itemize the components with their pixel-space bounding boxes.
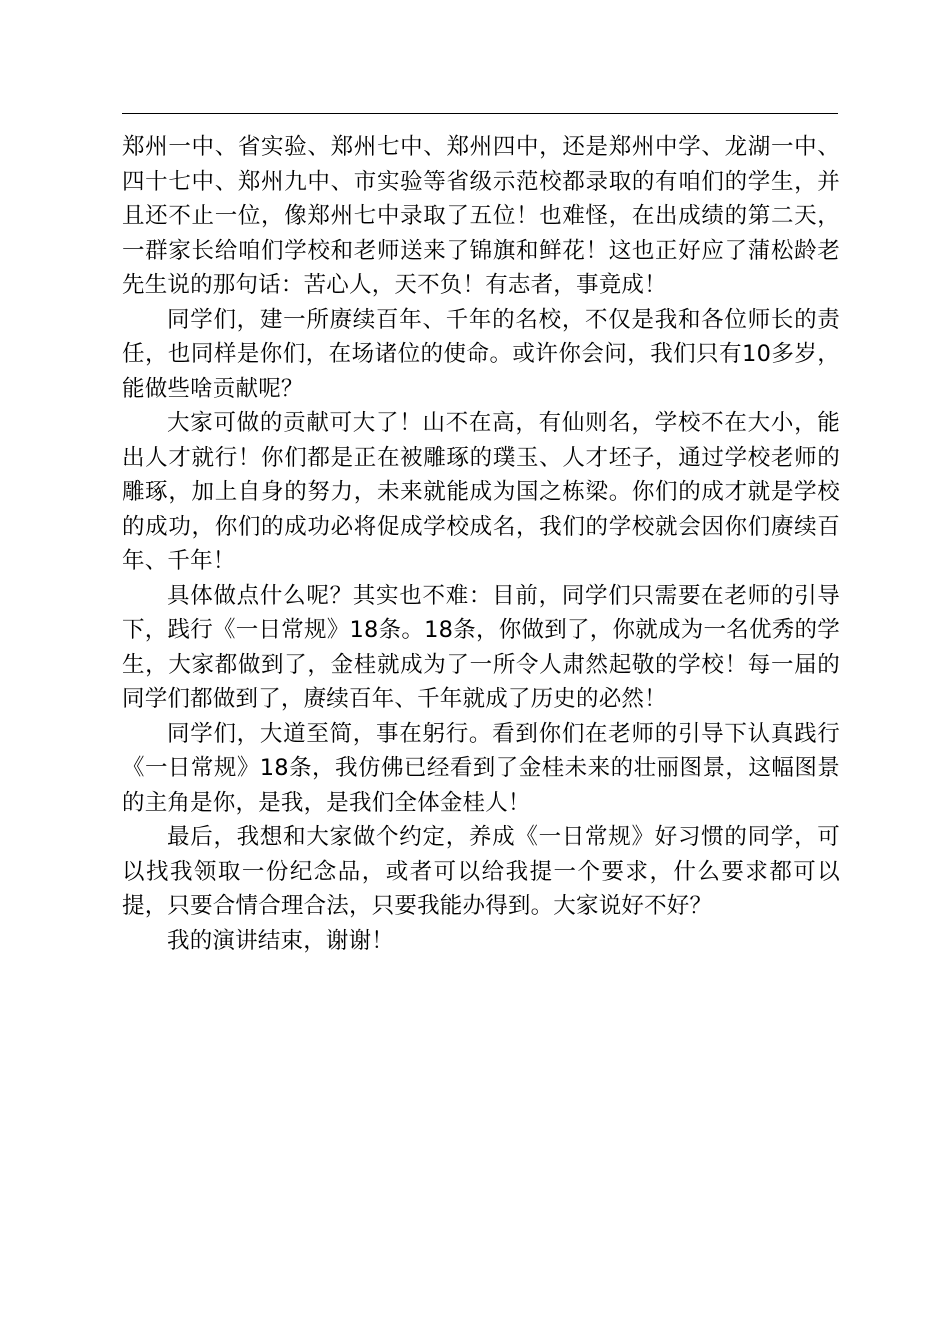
- document-body: [122, 130, 840, 958]
- header-rule: [122, 113, 838, 114]
- paragraph-5: 同学们，大道至简，事在躬行。看到你们在老师的引导下认真践行《一日常规》18条，我仿佛已经看到了金桂未来的壮丽图景，这幅图景的主角是你，是我，是我们全体金桂人！: [122, 720, 840, 816]
- paragraph-2: 同学们，建一所赓续百年、千年的名校，不仅是我和各位师长的责任，也同样是你们，在场诸位的使命。或许你会问，我们只有10多岁，能做些啥贡献呢？: [122, 306, 840, 402]
- paragraph-1: 郑州一中、省实验、郑州七中、郑州四中，还是郑州中学、龙湖一中、四十七中、郑州九中、市实验等省级示范校都录取的有咱们的学生，并且还不止一位，像郑州七中录取了五位！也难怪，在出成绩的第二天，一群家长给咱们学校和老师送来了锦旗和鲜花！这也正好应了蒲松龄老先生说的那句话：苦心人，天不负！有志者，事竟成！: [122, 134, 840, 298]
- paragraph-6: 最后，我想和大家做个约定，养成《一日常规》好习惯的同学，可以找我领取一份纪念品，或者可以给我提一个要求，什么要求都可以提，只要合情合理合法，只要我能办得到。大家说好不好？: [122, 824, 840, 919]
- paragraph-4: 具体做点什么呢？其实也不难：目前，同学们只需要在老师的引导下，践行《一日常规》18条。18条，你做到了，你就成为一名优秀的学生，大家都做到了，金桂就成为了一所令人肃然起敬的学校！每一届的同学们都做到了，赓续百年、千年就成了历史的必然！: [122, 582, 840, 712]
- paragraph-3: 大家可做的贡献可大了！山不在高，有仙则名，学校不在大小，能出人才就行！你们都是正在被雕琢的璞玉、人才坯子，通过学校老师的雕琢，加上自身的努力，未来就能成为国之栋梁。你们的成才就是学校的成功，你们的成功必将促成学校成名，我们的学校就会因你们赓续百年、千年！: [122, 410, 840, 574]
- paragraph-7: 我的演讲结束，谢谢！: [167, 927, 395, 954]
